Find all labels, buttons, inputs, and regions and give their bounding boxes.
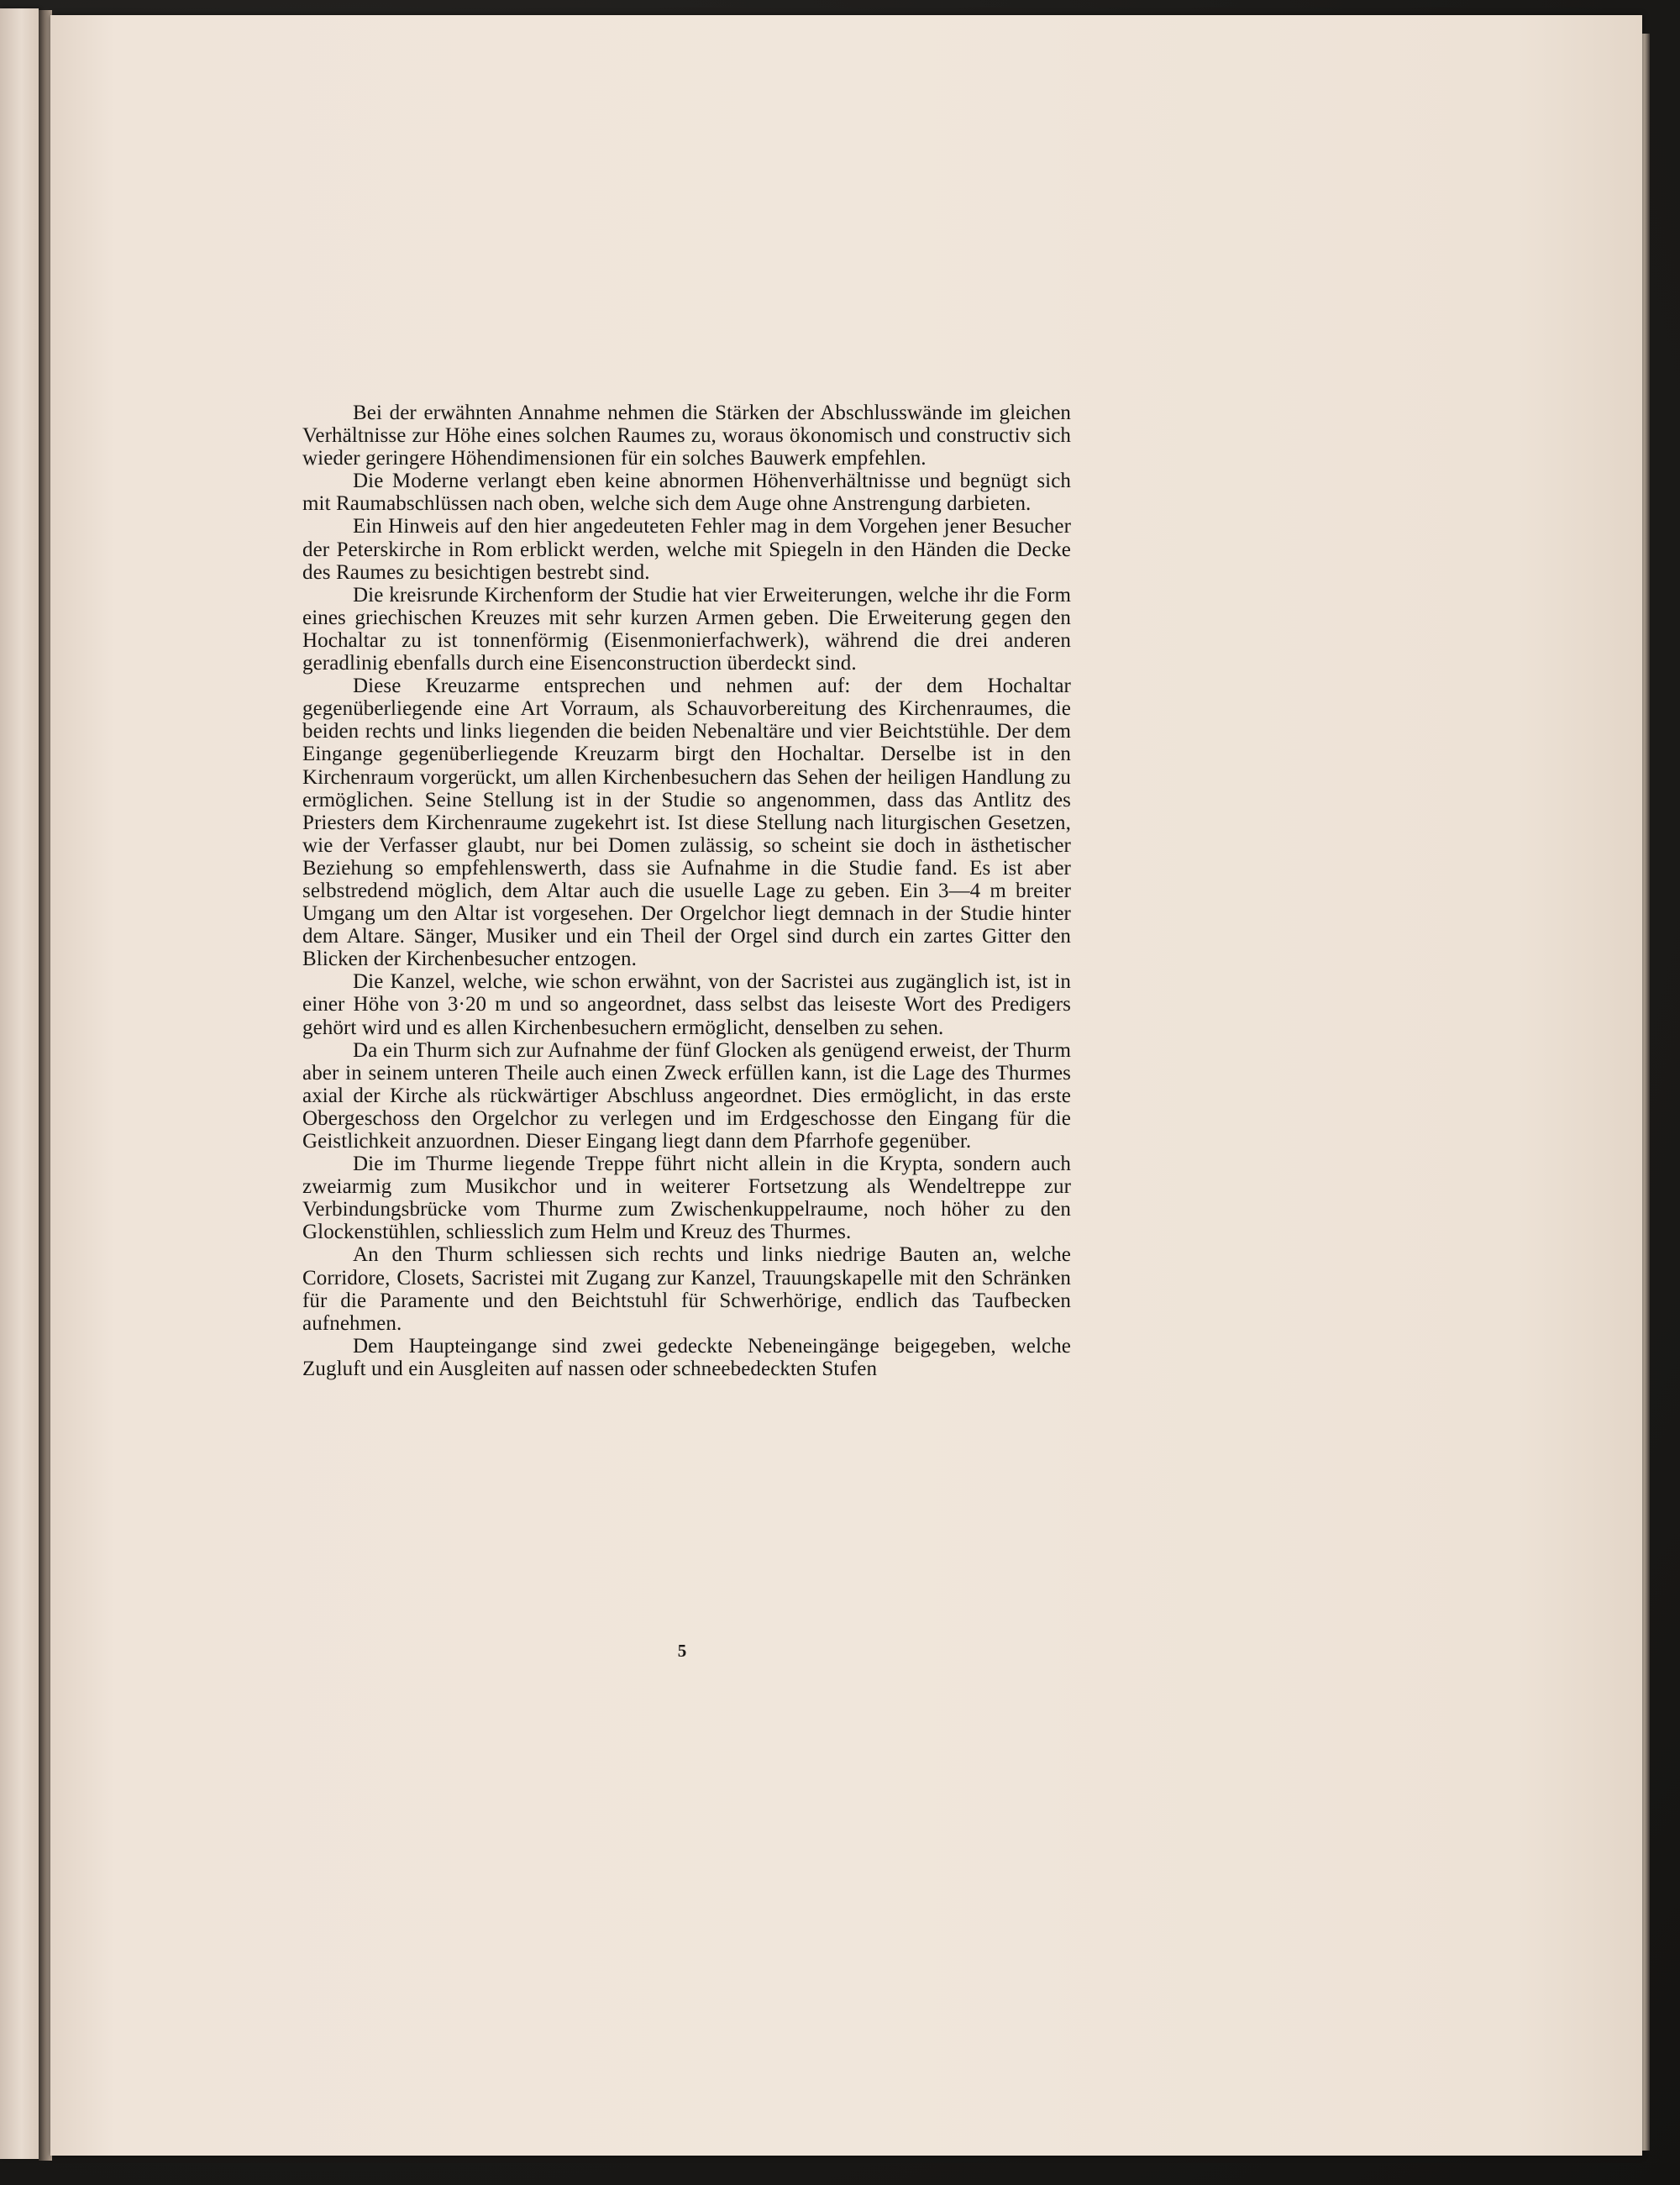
paragraph: Da ein Thurm sich zur Aufnahme der fünf Glocken als genügend erweist, der Thurm aber in seinem unteren Theile auch einen Zweck erfüllen kann, ist die Lage des Thurmes axial der Kirche als rückwärtiger Abschluss angeordnet. Dies ermöglicht, in das erste Obergeschoss den Orgelchor zu verlegen und im Erdgeschosse den Eingang für die Geistlichkeit anzuordnen. Dieser Eingang liegt dann dem Pfarrhofe gegenüber.: [302, 1038, 1071, 1153]
paragraph: An den Thurm schliessen sich rechts und links niedrige Bauten an, welche Corridore, Closets, Sacristei mit Zugang zur Kanzel, Trauungskapelle mit den Schränken für die Paramente und den Beichtstuhl für Schwerhörige, endlich das Taufbecken aufnehmen.: [302, 1243, 1071, 1335]
paragraph: Bei der erwähnten Annahme nehmen die Stärken der Abschlusswände im gleichen Verhältnisse zur Höhe eines solchen Raumes zu, woraus ökonomisch und constructiv sich wieder geringere Höhendimensionen für ein solches Bauwerk empfehlen.: [302, 402, 1071, 470]
paragraph: Dem Haupteingange sind zwei gedeckte Nebeneingänge beigegeben, welche Zugluft und ein Ausgleiten auf nassen oder schneebedeckten Stufen: [302, 1334, 1071, 1380]
paragraph: Die im Thurme liegende Treppe führt nicht allein in die Krypta, sondern auch zweiarmig zum Musikchor und in weiterer Fortsetzung als Wendeltreppe zur Verbindungsbrücke vom Thurme zum Zwischenkuppelraume, noch höher zu den Glockenstühlen, schliesslich zum Helm und Kreuz des Thurmes.: [302, 1153, 1071, 1244]
left-page-edge: [0, 8, 39, 2159]
page-number: 5: [677, 1641, 687, 1661]
paragraph: Die kreisrunde Kirchenform der Studie hat vier Erweiterungen, welche ihr die Form eines griechischen Kreuzes mit sehr kurzen Armen geben. Die Erweiterung gegen den Hochaltar zu ist tonnenförmig (Eisenmonierfachwerk), während die drei anderen geradlinig ebenfalls durch eine Eisenconstruction überdeckt sind.: [302, 583, 1071, 675]
paragraph: Ein Hinweis auf den hier angedeuteten Fehler mag in dem Vorgehen jener Besucher der Peterskirche in Rom erblickt werden, welche mit Spiegeln in den Händen die Decke des Raumes zu besichtigen bestrebt sind.: [302, 515, 1071, 584]
body-text: [302, 402, 1071, 1380]
paragraph: Die Kanzel, welche, wie schon erwähnt, von der Sacristei aus zugänglich ist, ist in einer Höhe von 3·20 m und so angeordnet, dass selbst das leiseste Wort des Predigers gehört wird und es allen Kirchenbesuchern ermöglicht, denselben zu sehen.: [302, 970, 1071, 1039]
paragraph: Die Moderne verlangt eben keine abnormen Höhenverhältnisse und begnügt sich mit Raumabschlüssen nach oben, welche sich dem Auge ohne Anstrengung darbieten.: [302, 470, 1071, 516]
paragraph: Diese Kreuzarme entsprechen und nehmen auf: der dem Hochaltar gegenüberliegende eine Art Vorraum, als Schauvorbereitung des Kirchenraumes, die beiden rechts und links liegenden die beiden Nebenaltäre und vier Beichtstühle. Der dem Eingange gegenüberliegende Kreuzarm birgt den Hochaltar. Derselbe ist in den Kirchenraum vorgerückt, um allen Kirchenbesuchern das Sehen der heiligen Handlung zu ermöglichen. Seine Stellung ist in der Studie so angenommen, dass das Antlitz des Priesters dem Kirchenraume zugekehrt ist. Ist diese Stellung nach liturgischen Gesetzen, wie der Verfasser glaubt, nur bei Domen zulässig, so scheint sie doch in ästhetischer Beziehung so empfehlenswerth, dass sie Aufnahme in die Studie fand. Es ist aber selbstredend möglich, dem Altar auch die usuelle Lage zu geben. Ein 3—4 m breiter Umgang um den Altar ist vorgesehen. Der Orgelchor liegt demnach in der Studie hinter dem Altare. Sänger, Musiker und ein Theil der Orgel sind durch ein zartes Gitter den Blicken der Kirchenbesucher entzogen.: [302, 675, 1071, 971]
